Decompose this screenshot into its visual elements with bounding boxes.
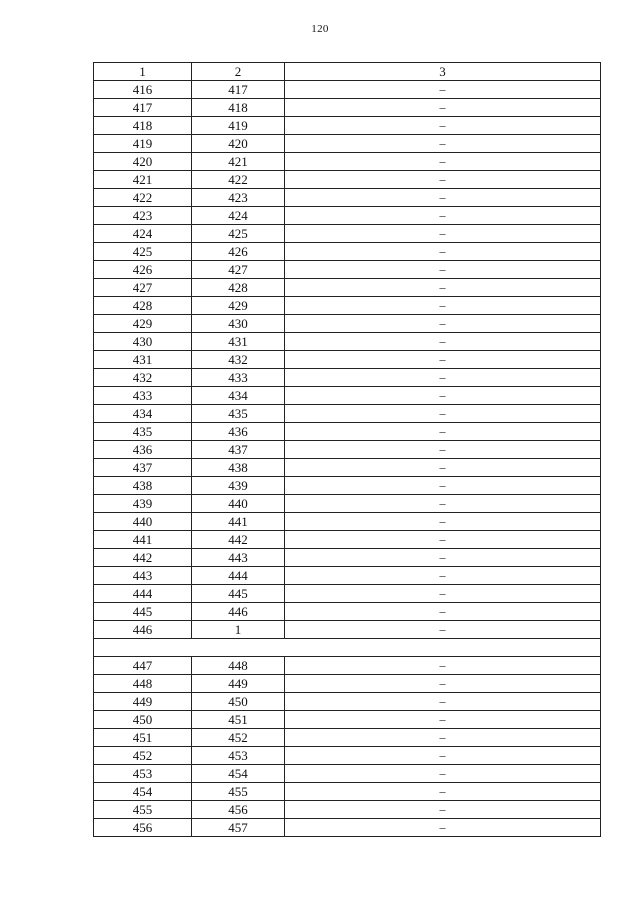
- table-cell-col-1: 416: [94, 81, 192, 99]
- table-row: [94, 99, 601, 117]
- table-cell-col-2: 426: [192, 243, 285, 261]
- table-cell-col-1: 445: [94, 603, 192, 621]
- table-cell-col-3: –: [285, 315, 601, 333]
- table-cell-col-2: 428: [192, 279, 285, 297]
- table-cell-col-2: 443: [192, 549, 285, 567]
- table-cell-col-1: 423: [94, 207, 192, 225]
- table-row: [94, 675, 601, 693]
- table-cell-col-2: 439: [192, 477, 285, 495]
- table-cell-col-1: 450: [94, 711, 192, 729]
- table-cell-col-1: 422: [94, 189, 192, 207]
- table-cell-col-1: 421: [94, 171, 192, 189]
- table-cell-col-1: 440: [94, 513, 192, 531]
- table-row: [94, 171, 601, 189]
- table-cell-col-1: 418: [94, 117, 192, 135]
- data-table: [93, 62, 601, 837]
- table-row: [94, 459, 601, 477]
- table-row: [94, 333, 601, 351]
- table-row: [94, 621, 601, 639]
- table-cell-col-2: 421: [192, 153, 285, 171]
- table-row: [94, 783, 601, 801]
- table-row: [94, 153, 601, 171]
- table-row: [94, 801, 601, 819]
- table-cell-col-1: 425: [94, 243, 192, 261]
- table-row: [94, 567, 601, 585]
- table-cell-col-2: 430: [192, 315, 285, 333]
- table-cell-col-3: –: [285, 171, 601, 189]
- table-row: [94, 207, 601, 225]
- table-cell-col-3: –: [285, 405, 601, 423]
- table-cell-col-1: 431: [94, 351, 192, 369]
- table-row: [94, 387, 601, 405]
- table-cell-col-3: –: [285, 81, 601, 99]
- table-row: [94, 279, 601, 297]
- table-cell-col-2: 425: [192, 225, 285, 243]
- table-cell-col-3: –: [285, 531, 601, 549]
- table-row: [94, 603, 601, 621]
- table-cell-col-2: 420: [192, 135, 285, 153]
- table-cell-col-3: –: [285, 729, 601, 747]
- table-cell-col-1: 453: [94, 765, 192, 783]
- table-cell-col-3: –: [285, 117, 601, 135]
- table-cell-col-3: –: [285, 765, 601, 783]
- table-cell-col-2: 446: [192, 603, 285, 621]
- table-cell-col-3: –: [285, 801, 601, 819]
- table-cell-col-1: 439: [94, 495, 192, 513]
- table-cell-col-3: –: [285, 135, 601, 153]
- column-header-1: 1: [94, 63, 192, 81]
- table-cell-col-1: 444: [94, 585, 192, 603]
- table-cell-col-3: –: [285, 711, 601, 729]
- table-cell-col-2: 418: [192, 99, 285, 117]
- section-separator-cell: [94, 639, 601, 657]
- table-cell-col-3: –: [285, 333, 601, 351]
- table-cell-col-2: 445: [192, 585, 285, 603]
- section-separator-row: [94, 639, 601, 657]
- table-cell-col-1: 451: [94, 729, 192, 747]
- table-cell-col-2: 453: [192, 747, 285, 765]
- table-cell-col-2: 441: [192, 513, 285, 531]
- table-cell-col-1: 434: [94, 405, 192, 423]
- table-cell-col-1: 437: [94, 459, 192, 477]
- table-cell-col-3: –: [285, 819, 601, 837]
- table-cell-col-1: 446: [94, 621, 192, 639]
- table-cell-col-1: 420: [94, 153, 192, 171]
- table-cell-col-3: –: [285, 459, 601, 477]
- table-cell-col-3: –: [285, 369, 601, 387]
- table-cell-col-1: 452: [94, 747, 192, 765]
- table-cell-col-2: 456: [192, 801, 285, 819]
- table-cell-col-3: –: [285, 207, 601, 225]
- table-cell-col-2: 427: [192, 261, 285, 279]
- table-cell-col-3: –: [285, 99, 601, 117]
- table-cell-col-3: –: [285, 567, 601, 585]
- table-cell-col-3: –: [285, 297, 601, 315]
- table-cell-col-1: 436: [94, 441, 192, 459]
- table-row: [94, 225, 601, 243]
- column-header-2: 2: [192, 63, 285, 81]
- table-cell-col-1: 419: [94, 135, 192, 153]
- table-cell-col-1: 456: [94, 819, 192, 837]
- table-cell-col-2: 449: [192, 675, 285, 693]
- table-row: [94, 585, 601, 603]
- table-cell-col-2: 417: [192, 81, 285, 99]
- table-cell-col-2: 422: [192, 171, 285, 189]
- table-cell-col-3: –: [285, 189, 601, 207]
- table-cell-col-3: –: [285, 621, 601, 639]
- table-cell-col-1: 455: [94, 801, 192, 819]
- table-cell-col-3: –: [285, 495, 601, 513]
- page-number: 120: [311, 23, 329, 35]
- table-cell-col-3: –: [285, 153, 601, 171]
- table-cell-col-2: 435: [192, 405, 285, 423]
- table-cell-col-2: 429: [192, 297, 285, 315]
- table-cell-col-3: –: [285, 423, 601, 441]
- table-cell-col-2: 424: [192, 207, 285, 225]
- table-cell-col-2: 433: [192, 369, 285, 387]
- table-row: [94, 477, 601, 495]
- table-row: [94, 513, 601, 531]
- table-cell-col-2: 423: [192, 189, 285, 207]
- table-row: [94, 405, 601, 423]
- table-row: [94, 747, 601, 765]
- table-cell-col-2: 442: [192, 531, 285, 549]
- table-row: [94, 351, 601, 369]
- table-cell-col-3: –: [285, 513, 601, 531]
- table-cell-col-2: 451: [192, 711, 285, 729]
- table-cell-col-1: 426: [94, 261, 192, 279]
- table-cell-col-2: 455: [192, 783, 285, 801]
- table-cell-col-2: 434: [192, 387, 285, 405]
- table-cell-col-3: –: [285, 675, 601, 693]
- table-cell-col-3: –: [285, 603, 601, 621]
- table-cell-col-2: 444: [192, 567, 285, 585]
- table-cell-col-1: 438: [94, 477, 192, 495]
- table-cell-col-2: 419: [192, 117, 285, 135]
- table-cell-col-3: –: [285, 351, 601, 369]
- column-header-3: 3: [285, 63, 601, 81]
- table-cell-col-3: –: [285, 243, 601, 261]
- table-cell-col-3: –: [285, 747, 601, 765]
- table-row: [94, 711, 601, 729]
- table-cell-col-3: –: [285, 477, 601, 495]
- table-cell-col-1: 430: [94, 333, 192, 351]
- table-cell-col-1: 427: [94, 279, 192, 297]
- table-row: [94, 243, 601, 261]
- table-row: [94, 117, 601, 135]
- table-row: [94, 81, 601, 99]
- table-cell-col-2: 448: [192, 657, 285, 675]
- table-cell-col-3: –: [285, 279, 601, 297]
- table-cell-col-2: 437: [192, 441, 285, 459]
- table-row: [94, 135, 601, 153]
- table-row: [94, 423, 601, 441]
- table-cell-col-1: 432: [94, 369, 192, 387]
- table-cell-col-3: –: [285, 585, 601, 603]
- table-cell-col-2: 436: [192, 423, 285, 441]
- table-row: [94, 549, 601, 567]
- table-cell-col-3: –: [285, 657, 601, 675]
- table-row: [94, 495, 601, 513]
- table-row: [94, 315, 601, 333]
- table-cell-col-3: –: [285, 261, 601, 279]
- table-cell-col-1: 435: [94, 423, 192, 441]
- table-cell-col-2: 454: [192, 765, 285, 783]
- table-cell-col-1: 448: [94, 675, 192, 693]
- table-cell-col-2: 452: [192, 729, 285, 747]
- table-row: [94, 297, 601, 315]
- table-cell-col-2: 440: [192, 495, 285, 513]
- table-cell-col-1: 449: [94, 693, 192, 711]
- table-cell-col-1: 454: [94, 783, 192, 801]
- table-cell-col-3: –: [285, 783, 601, 801]
- table-cell-col-3: –: [285, 225, 601, 243]
- table-cell-col-3: –: [285, 693, 601, 711]
- table-cell-col-2: 450: [192, 693, 285, 711]
- table-row: [94, 189, 601, 207]
- table-row: [94, 765, 601, 783]
- table-cell-col-2: 457: [192, 819, 285, 837]
- table-header-row: [94, 63, 601, 81]
- table-cell-col-1: 424: [94, 225, 192, 243]
- table-cell-col-2: 438: [192, 459, 285, 477]
- table-row: [94, 531, 601, 549]
- table-cell-col-1: 428: [94, 297, 192, 315]
- table-cell-col-3: –: [285, 387, 601, 405]
- table-cell-col-1: 433: [94, 387, 192, 405]
- table-cell-col-2: 432: [192, 351, 285, 369]
- table-cell-col-3: –: [285, 549, 601, 567]
- table-row: [94, 369, 601, 387]
- table-cell-col-1: 417: [94, 99, 192, 117]
- table-cell-col-1: 429: [94, 315, 192, 333]
- table-row: [94, 261, 601, 279]
- table-cell-col-1: 441: [94, 531, 192, 549]
- table-row: [94, 441, 601, 459]
- table-row: [94, 729, 601, 747]
- table-cell-col-3: –: [285, 441, 601, 459]
- table-row: [94, 819, 601, 837]
- table-cell-col-1: 447: [94, 657, 192, 675]
- table-cell-col-2: 1: [192, 621, 285, 639]
- table-row: [94, 693, 601, 711]
- table-cell-col-1: 442: [94, 549, 192, 567]
- table-row: [94, 657, 601, 675]
- table-cell-col-2: 431: [192, 333, 285, 351]
- table-cell-col-1: 443: [94, 567, 192, 585]
- table-body: [94, 63, 601, 837]
